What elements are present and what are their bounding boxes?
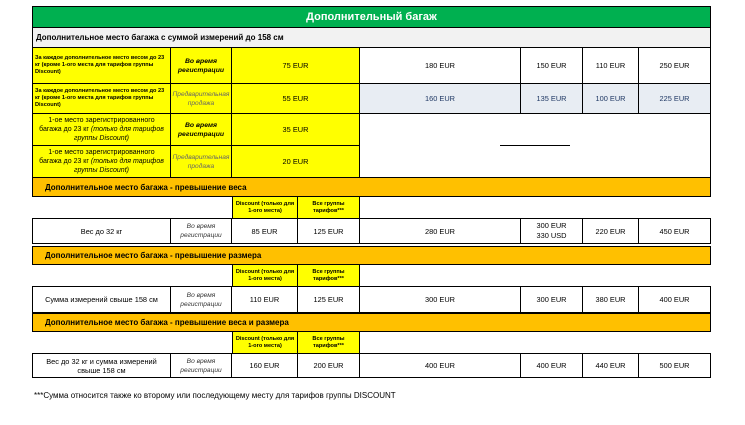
s3-v2: 300 EUR [360, 286, 521, 313]
row1-desc: За каждое дополнительное место весом до 23 кг (кроме 1-ого места для тарифов группы Discount) [32, 48, 171, 84]
s3-v5: 400 EUR [639, 286, 711, 313]
s3-v1: 125 EUR [298, 286, 360, 313]
table-title: Дополнительный багаж [32, 6, 711, 28]
s4-desc: Вес до 32 кг и сумма измерений свыше 158 см [32, 353, 171, 378]
section1-header: Дополнительное место багажа с суммой измерений до 158 см [32, 28, 711, 48]
s3-col-all: Все группы тарифов*** [298, 265, 360, 286]
s2-v0: 85 EUR [232, 218, 298, 244]
row3-when: Во время регистрации [171, 114, 232, 146]
footnote: ***Сумма относится также ко второму или последующему месту для тарифов группы DISCOUNT [34, 391, 396, 400]
section4-header: Дополнительное место багажа - превышение веса и размера [32, 313, 711, 332]
row2-v5: 225 EUR [639, 84, 711, 114]
row1-v3: 150 EUR [521, 48, 583, 84]
row3-desc-main: 1-ое место зарегистрированного багажа до 23 кг [39, 117, 155, 133]
row3-v1: 35 EUR [232, 114, 360, 146]
row1-v4: 110 EUR [583, 48, 639, 84]
row4-when: Предварительная продажа [171, 146, 232, 178]
s2-v3a: 300 EUR [536, 221, 567, 230]
blank-merged-cell [360, 114, 711, 178]
s3-v4: 380 EUR [583, 286, 639, 313]
s4-col-all: Все группы тарифов*** [298, 332, 360, 353]
s3-v3: 300 EUR [521, 286, 583, 313]
s2-v5: 450 EUR [639, 218, 711, 244]
s3-v0: 110 EUR [232, 286, 298, 313]
row3-desc [32, 114, 171, 146]
s2-v2: 280 EUR [360, 218, 521, 244]
s2-v4: 220 EUR [583, 218, 639, 244]
s4-v0: 160 EUR [232, 353, 298, 378]
divider-line [500, 145, 570, 146]
s4-v3: 400 EUR [521, 353, 583, 378]
row1-v2: 180 EUR [360, 48, 521, 84]
s2-v3b: 330 USD [536, 231, 567, 240]
s2-col-all: Все группы тарифов*** [298, 197, 360, 218]
row3-desc-note: (только для тарифов группы Discount) [74, 126, 164, 142]
s3-col-discount: Discount (только для 1-ого места) [232, 265, 298, 286]
section3-header: Дополнительное место багажа - превышение размера [32, 246, 711, 265]
s3-when: Во время регистрации [171, 286, 232, 313]
row2-when: Предварительная продажа [171, 84, 232, 114]
section2-header: Дополнительное место багажа - превышение веса [32, 178, 711, 197]
row4-desc [32, 146, 171, 178]
s3-desc: Сумма измерений свыше 158 см [32, 286, 171, 313]
s4-v5: 500 EUR [639, 353, 711, 378]
row2-v3: 135 EUR [521, 84, 583, 114]
row4-desc-note: (только для тарифов группы Discount) [74, 158, 164, 174]
row2-v4: 100 EUR [583, 84, 639, 114]
s4-v4: 440 EUR [583, 353, 639, 378]
row2-desc: За каждое дополнительное место весом до 23 кг (кроме 1-ого места для тарифов группы Discount) [32, 84, 171, 114]
row2-v1: 55 EUR [232, 84, 360, 114]
s4-v2: 400 EUR [360, 353, 521, 378]
s2-when: Во время регистрации [171, 218, 232, 244]
s2-v1: 125 EUR [298, 218, 360, 244]
row1-v1: 75 EUR [232, 48, 360, 84]
s4-col-discount: Discount (только для 1-ого места) [232, 332, 298, 353]
s4-when: Во время регистрации [171, 353, 232, 378]
s2-v3 [521, 218, 583, 244]
s2-col-discount: Discount (только для 1-ого места) [232, 197, 298, 218]
row4-desc-main: 1-ое место зарегистрированного багажа до 23 кг [39, 149, 155, 165]
row1-when: Во время регистрации [171, 48, 232, 84]
row1-v5: 250 EUR [639, 48, 711, 84]
s4-v1: 200 EUR [298, 353, 360, 378]
row4-v1: 20 EUR [232, 146, 360, 178]
s2-desc: Вес до 32 кг [32, 218, 171, 244]
row2-v2: 160 EUR [360, 84, 521, 114]
